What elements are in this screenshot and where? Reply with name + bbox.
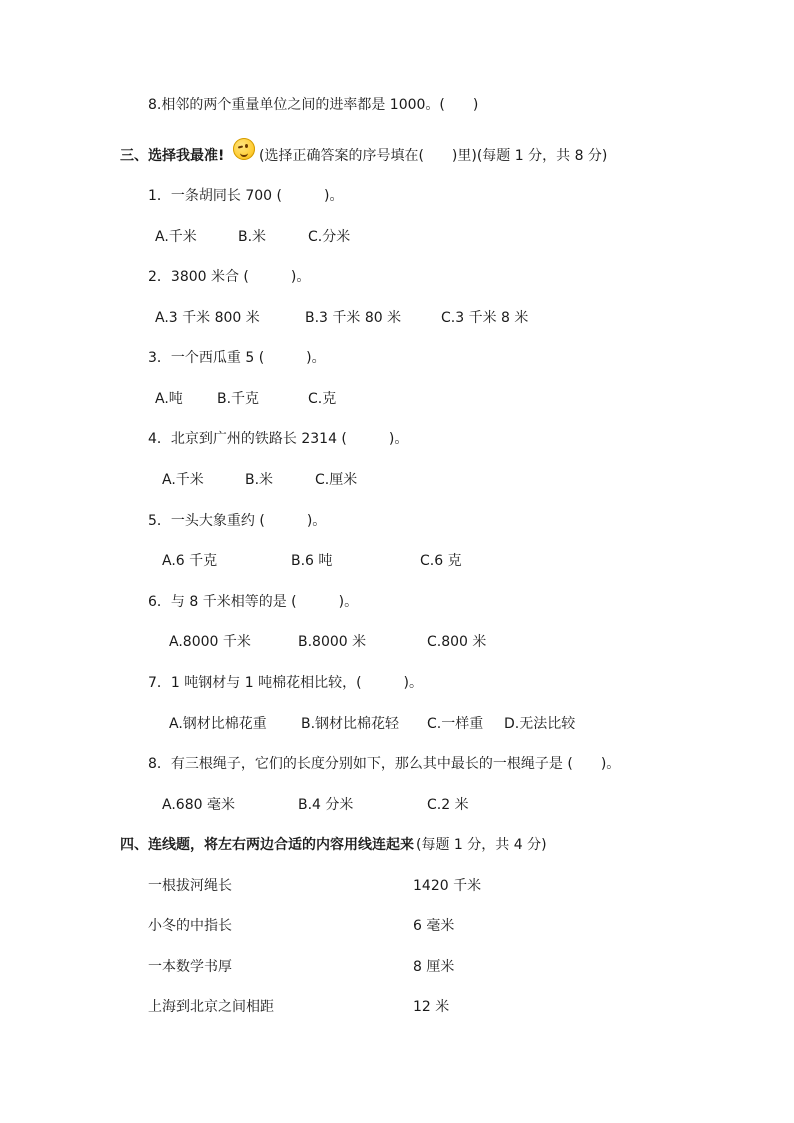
question-2: 2．3800 米合 ( )。: [148, 269, 311, 285]
q6-option-a: A.8000 千米: [169, 634, 251, 650]
q5-option-b: B.6 吨: [291, 553, 333, 569]
question-8-prev: 8.相邻的两个重量单位之间的进率都是 1000。( ): [148, 97, 479, 113]
q2-option-a: A.3 千米 800 米: [155, 310, 260, 326]
q8-option-b: B.4 分米: [298, 797, 354, 813]
q7-option-d: D.无法比较: [504, 716, 576, 732]
q8-option-a: A.680 毫米: [162, 797, 235, 813]
q3-option-c: C.克: [308, 391, 337, 407]
match-right-3: 8 厘米: [413, 959, 455, 975]
q5-option-a: A.6 千克: [162, 553, 218, 569]
match-left-4: 上海到北京之间相距: [148, 999, 274, 1015]
q3-option-a: A.吨: [155, 391, 183, 407]
q7-option-b: B.钢材比棉花轻: [301, 716, 400, 732]
section-3-instruction: (选择正确答案的序号填在( )里)(每题 1 分，共 8 分): [259, 148, 608, 164]
match-left-1: 一根拔河绳长: [148, 878, 232, 894]
match-left-3: 一本数学书厚: [148, 959, 232, 975]
match-right-2: 6 毫米: [413, 918, 455, 934]
q3-option-b: B.千克: [217, 391, 260, 407]
question-7: 7．1 吨钢材与 1 吨棉花相比较，( )。: [148, 675, 423, 691]
section-3-title: 三、选择我最准!: [120, 148, 225, 164]
q4-option-a: A.千米: [162, 472, 204, 488]
question-5: 5．一头大象重约 ( )。: [148, 513, 327, 529]
match-left-2: 小冬的中指长: [148, 918, 232, 934]
q5-option-c: C.6 克: [420, 553, 462, 569]
question-4: 4．北京到广州的铁路长 2314 ( )。: [148, 431, 409, 447]
q7-option-c: C.一样重: [427, 716, 484, 732]
section-4-instruction: (每题 1 分，共 4 分): [416, 837, 547, 853]
wink-face-icon: [233, 138, 255, 160]
q6-option-c: C.800 米: [427, 634, 487, 650]
section-4-title: 四、连线题，将左右两边合适的内容用线连起来: [120, 837, 414, 853]
q6-option-b: B.8000 米: [298, 634, 367, 650]
question-8: 8．有三根绳子，它们的长度分别如下，那么其中最长的一根绳子是 ( )。: [148, 756, 621, 772]
q2-option-c: C.3 千米 8 米: [441, 310, 529, 326]
question-3: 3．一个西瓜重 5 ( )。: [148, 350, 326, 366]
q7-option-a: A.钢材比棉花重: [169, 716, 267, 732]
q1-option-c: C.分米: [308, 229, 351, 245]
q4-option-b: B.米: [245, 472, 274, 488]
q4-option-c: C.厘米: [315, 472, 358, 488]
q1-option-a: A.千米: [155, 229, 197, 245]
q2-option-b: B.3 千米 80 米: [305, 310, 402, 326]
q1-option-b: B.米: [238, 229, 267, 245]
match-right-1: 1420 千米: [413, 878, 482, 894]
question-1: 1．一条胡同长 700 ( )。: [148, 188, 344, 204]
match-right-4: 12 米: [413, 999, 450, 1015]
q8-option-c: C.2 米: [427, 797, 469, 813]
question-6: 6．与 8 千米相等的是 ( )。: [148, 594, 359, 610]
